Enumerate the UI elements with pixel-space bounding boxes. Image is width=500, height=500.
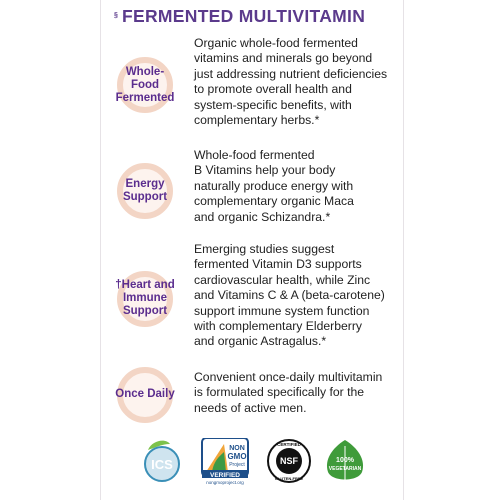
badge-label: Energy Support — [122, 178, 168, 203]
benefit-description: Emerging studies suggest fermented Vitamin D3 supports cardiovascular health, while Zinc and Vitamins C & A (beta-carotene) support immune system function with complementary Elderberry and organic Astragalus.* — [194, 242, 385, 349]
nsf-gluten-free-logo — [266, 438, 312, 484]
nongmo-mid-text: GMO — [227, 452, 247, 461]
vegetarian-bottom-text: VEGETARIAN — [328, 466, 362, 472]
badge-label: Once Daily — [115, 388, 175, 400]
page-title: FERMENTED MULTIVITAMIN — [122, 6, 366, 26]
nongmo-url-text: nongmoproject.org — [206, 480, 244, 485]
benefit-description: Convenient once-daily multivitamin is formulated specifically for the needs of active men. — [194, 370, 383, 415]
nongmo-verified-text: VERIFIED — [210, 472, 240, 479]
badge-once-daily — [116, 366, 174, 424]
ics-certification-logo — [140, 438, 184, 484]
ics-logo-text: ICS — [151, 457, 173, 472]
badge-label: Whole- Food Fermented — [115, 66, 175, 104]
title-footnote-mark: § — [114, 12, 118, 19]
benefit-description: Organic whole-food fermented vitamins and minerals go beyond just addressing nutrient deficiencies to promote overall health and system-specific benefits, with complementary herbs.* — [194, 36, 388, 128]
nongmo-top-text: NON — [229, 445, 245, 452]
vegetarian-logo — [322, 438, 368, 484]
badge-energy-support — [116, 162, 174, 220]
vegetarian-top-text: 100% — [336, 457, 354, 464]
badge-heart-immune-support — [116, 270, 174, 328]
benefit-description: Whole-food fermented B Vitamins help your body naturally produce energy with complementary organic Maca and organic Schizandra.* — [194, 148, 354, 224]
nsf-bottom-text: GLUTEN-FREE — [274, 476, 304, 481]
badge-whole-food-fermented — [116, 56, 174, 114]
nsf-top-text: CERTIFIED — [277, 442, 301, 447]
nongmo-project-text: Project — [229, 462, 245, 468]
non-gmo-project-logo — [200, 438, 250, 484]
badge-label: †Heart and Immune Support — [115, 279, 175, 317]
nsf-mid-text: NSF — [280, 456, 298, 466]
